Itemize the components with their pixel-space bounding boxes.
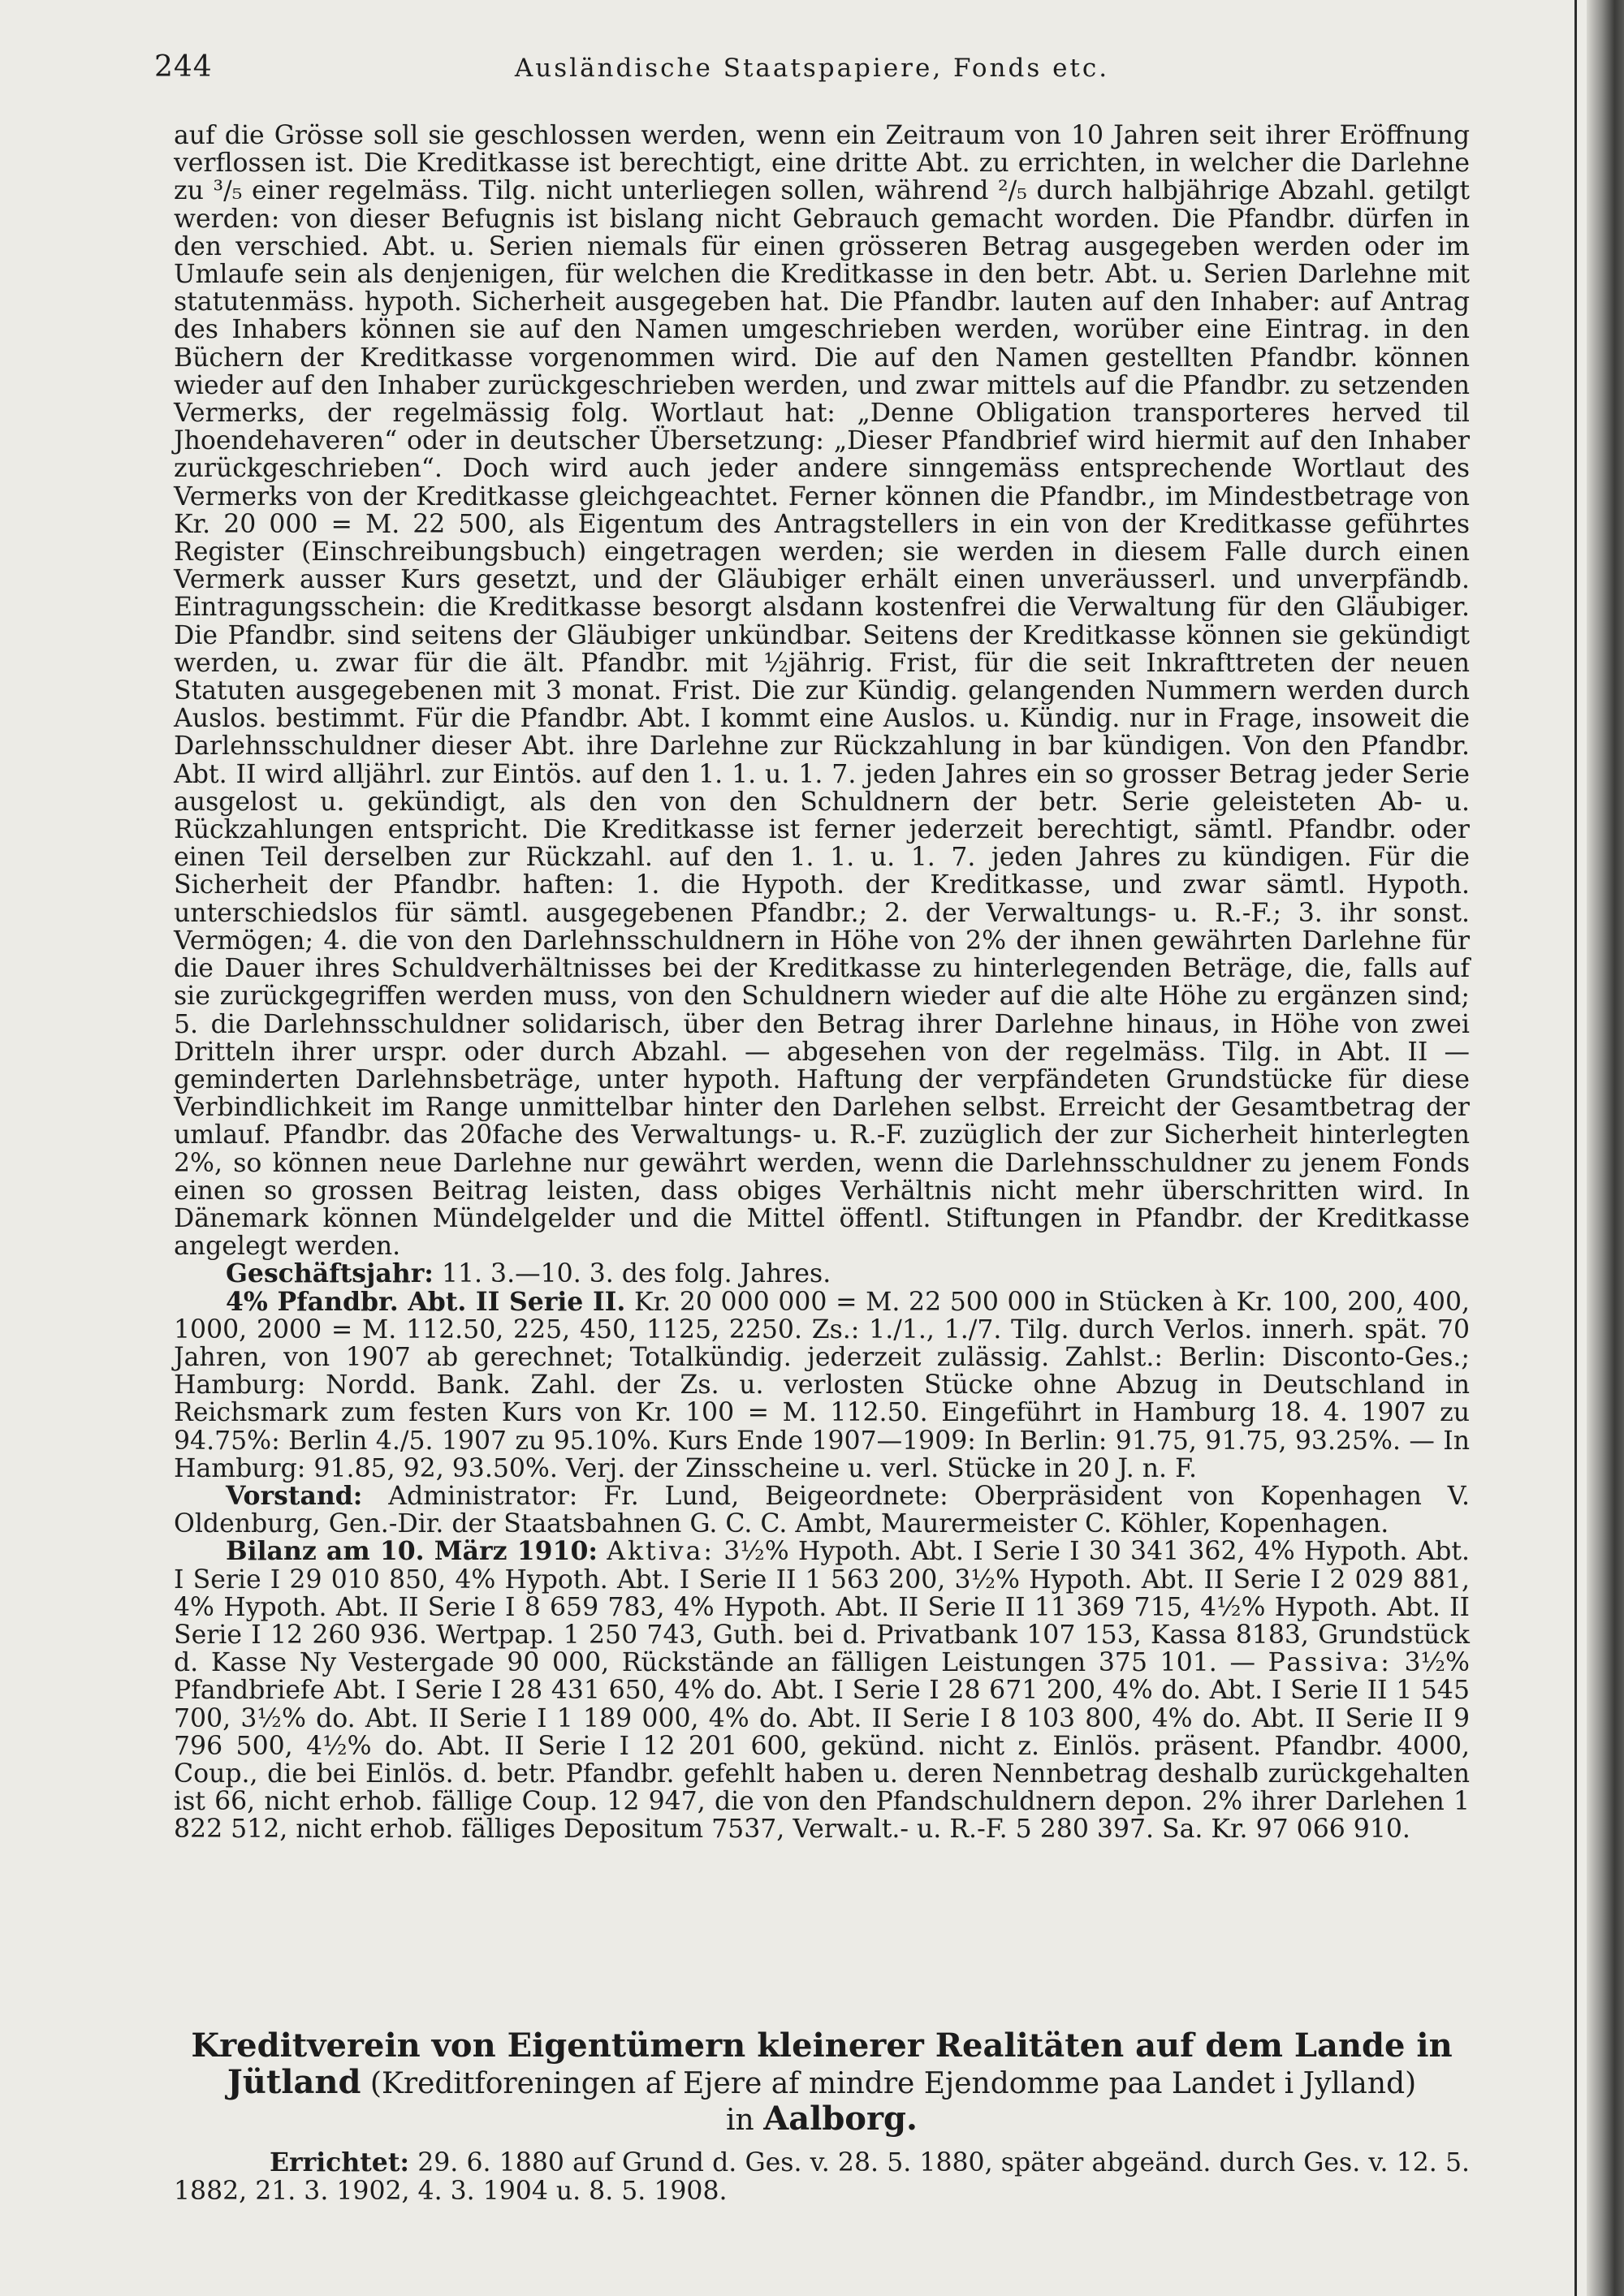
bonds-text: Kr. 20 000 000 = M. 22 500 000 in Stücken à Kr. 100, 200, 400, 1000, 2000 = M. 112.50, 225, 450, 1125, 2250. Zs.: 1./1., 1./7. Tilg. durch Verlos. innerh. spät. 70 Jahren, von 1907 ab gerechnet; Totalkündig. jederzeit zulässig. Zahlst.: Berlin: Disconto-Ges.; Hamburg: Nordd. Bank. Zahl. der Zs. u. verlosten Stücke ohne Abzug in Deutschland in Reichsmark zum festen Kurs von Kr. 100 = M. 112.50. Eingeführt in Hamburg 18. 4. 1907 zu 94.75%: Berlin 4./5. 1907 zu 95.10%. Kurs Ende 1907—1909: In Berlin: 91.75, 91.75, 93.25%. — In Hamburg: 91.85, 92, 93.50%. Verj. der Zinsscheine u. verl. Stücke in 20 J. n. F.: [174, 1287, 1471, 1483]
bonds-paragraph: [174, 1288, 1470, 1482]
page-edge-line: [1574, 0, 1577, 2296]
running-title: Ausländische Staatspapiere, Fonds etc.: [514, 54, 1110, 83]
founded-label: Errichtet:: [270, 2147, 410, 2177]
liabilities-label: Passiva:: [1268, 1648, 1392, 1678]
founded-paragraph: [174, 2148, 1470, 2206]
fiscal-year-label: Geschäftsjahr:: [226, 1258, 434, 1289]
bonds-label: 4% Pfandbr. Abt. II Serie II.: [226, 1286, 626, 1317]
founded-text: 29. 6. 1880 auf Grund d. Ges. v. 28. 5. 1880, später abgeänd. durch Ges. v. 12. 5. 1882, 21. 3. 1902, 4. 3. 1904 u. 8. 5. 1908.: [174, 2148, 1470, 2206]
section-heading-city: Aalborg.: [763, 2100, 918, 2138]
balance-paragraph: [174, 1538, 1470, 1843]
page-header: [154, 50, 1470, 89]
assets-text: 3½% Hypoth. Abt. I Serie I 30 341 362, 4% Hypoth. Abt. I Serie I 29 010 850, 4% Hypoth. Abt. I Serie II 1 563 200, 3½% Hypoth. Abt. II Serie I 2 029 881, 4% Hypoth. Abt. II Serie I 8 659 783, 4% Hypoth. Abt. II Serie II 11 369 715, 4½% Hypoth. Abt. II Serie I 12 260 936. Wertpap. 1 250 743, Guth. bei d. Privatbank 107 153, Kassa 8183, Grundstück d. Kasse Ny Vestergade 90 000, Rückstände an fälligen Leistungen 375 101. —: [174, 1537, 1471, 1678]
section-heading-main: Kreditverein von Eigentümern kleinerer Realitäten auf dem Lande in Jütland: [191, 2026, 1453, 2101]
section-heading: [174, 2028, 1470, 2138]
assets-label: Aktiva:: [607, 1537, 715, 1567]
board-text: Administrator: Fr. Lund, Beigeordnete: Oberpräsident von Kopenhagen V. Oldenburg, Gen.-Dir. der Staatsbahnen G. C. C. Ambt, Maurermeister C. Köhler, Kopenhagen.: [174, 1481, 1470, 1539]
section-heading-danish: (Kreditforeningen af Ejere af mindre Ejendomme paa Landet i Jylland): [369, 2067, 1417, 2100]
fiscal-year-text: 11. 3.—10. 3. des folg. Jahres.: [441, 1259, 831, 1289]
liabilities-text: 3½% Pfandbriefe Abt. I Serie I 28 431 650, 4% do. Abt. I Serie I 28 671 200, 4% do. Abt. I Serie II 1 545 700, 3½% do. Abt. II Serie I 1 189 000, 4% do. Abt. II Serie I 8 103 800, 4% do. Abt. II Serie II 9 796 500, 4½% do. Abt. II Serie I 12 201 600, gekünd. nicht z. Einlös. präsent. Pfandbr. 4000, Coup., die bei Einlös. d. betr. Pfandbr. gefehlt haben u. deren Nennbetrag deshalb zurückgehalten ist 66, nicht erhob. fällige Coup. 12 947, die von den Pfandschuldnern depon. 2% ihrer Darlehen 1 822 512, nicht erhob. fälliges Depositum 7537, Verwalt.- u. R.-F. 5 280 397. Sa. Kr. 97 066 910.: [174, 1648, 1470, 1845]
board-paragraph: [174, 1482, 1470, 1538]
intro-paragraph: auf die Grösse soll sie geschlossen werden, wenn ein Zeitraum von 10 Jahren seit ihrer Eröffnung verflossen ist. Die Kreditkasse ist berechtigt, eine dritte Abt. zu errichten, in welcher die Darlehne zu ³/₅ einer regelmäss. Tilg. nicht unterliegen sollen, während ²/₅ durch halbjährige Abzahl. getilgt werden: von dieser Befugnis ist bislang nicht Gebrauch gemacht worden. Die Pfandbr. dürfen in den verschied. Abt. u. Serien niemals für einen grösseren Betrag ausgegeben werden oder im Umlaufe sein als denjenigen, für welchen die Kreditkasse in den betr. Abt. u. Serien Darlehne mit statutenmäss. hypoth. Sicherheit ausgegeben hat. Die Pfandbr. lauten auf den Inhaber: auf Antrag des Inhabers können sie auf den Namen umgeschrieben werden, worüber eine Eintrag. in den Büchern der Kreditkasse vorgenommen wird. Die auf den Namen gestellten Pfandbr. können wieder auf den Inhaber zurückgeschrieben werden, und zwar mittels auf die Pfandbr. zu setzenden Vermerks, der regelmässig folg. Wortlaut hat: „Denne Obligation transporteres herved til Jhoendehaveren“ oder in deutscher Übersetzung: „Dieser Pfandbrief wird hiermit auf den Inhaber zurückgeschrieben“. Doch wird auch jeder andere sinngemäss entsprechende Wortlaut des Vermerks von der Kreditkasse gleichgeachtet. Ferner können die Pfandbr., im Mindestbetrage von Kr. 20 000 = M. 22 500, als Eigentum des Antragstellers in ein von der Kreditkasse geführtes Register (Einschreibungsbuch) eingetragen werden; sie werden in diesem Falle durch einen Vermerk ausser Kurs gesetzt, und der Gläubiger erhält einen unveräusserl. und unverpfändb. Eintragungsschein: die Kreditkasse besorgt alsdann kostenfrei die Verwaltung für den Gläubiger. Die Pfandbr. sind seitens der Gläubiger unkündbar. Seitens der Kreditkasse können sie gekündigt werden, u. zwar für die ält. Pfandbr. mit ½jährig. Frist, für die seit Inkrafttreten der neuen Statuten ausgegebenen mit 3 monat. Frist. Die zur Kündig. gelangenden Nummern werden durch Auslos. bestimmt. Für die Pfandbr. Abt. I kommt eine Auslos. u. Kündig. nur in Frage, insoweit die Darlehnsschuldner dieser Abt. ihre Darlehne zur Rückzahlung in bar kündigen. Von den Pfandbr. Abt. II wird alljährl. zur Eintös. auf den 1. 1. u. 1. 7. jeden Jahres ein so grosser Betrag jeder Serie ausgelost u. gekündigt, als den von den Schuldnern der betr. Serie geleisteten Ab- u. Rückzahlungen entspricht. Die Kreditkasse ist ferner jederzeit berechtigt, sämtl. Pfandbr. oder einen Teil derselben zur Rückzahl. auf den 1. 1. u. 1. 7. jeden Jahres zu kündigen. Für die Sicherheit der Pfandbr. haften: 1. die Hypoth. der Kreditkasse, und zwar sämtl. Hypoth. unterschiedslos für sämtl. ausgegebenen Pfandbr.; 2. der Verwaltungs- u. R.-F.; 3. ihr sonst. Vermögen; 4. die von den Darlehnsschuldnern in Höhe von 2% der ihnen gewährten Darlehne für die Dauer ihres Schuldverhältnisses bei der Kreditkasse zu hinterlegenden Beträge, die, falls auf sie zurückgegriffen werden muss, von den Schuldnern wieder auf die alte Höhe zu ergänzen sind; 5. die Darlehnsschuldner solidarisch, über den Betrag ihrer Darlehne hinaus, in Höhe von zwei Dritteln ihrer urspr. oder durch Abzahl. — abgesehen von der regelmäss. Tilg. in Abt. II — geminderten Darlehnsbeträge, unter hypoth. Haftung der verpfändeten Grundstücke für diese Verbindlichkeit im Range unmittelbar hinter den Darlehen selbst. Erreicht der Gesamtbetrag der umlauf. Pfandbr. das 20fache des Verwaltungs- u. R.-F. zuzüglich der zur Sicherheit hinterlegten 2%, so können neue Darlehne nur gewährt werden, wenn die Darlehnsschuldner zu jenem Fonds einen so grossen Beitrag leisten, dass obiges Verhältnis nicht mehr überschritten wird. In Dänemark können Mündelgelder und die Mittel öffentl. Stiftungen in Pfandbr. der Kreditkasse angelegt werden.: [174, 121, 1470, 1262]
section-heading-in: in: [726, 2104, 754, 2137]
fiscal-year-paragraph: [174, 1260, 1470, 1288]
page-edge-shadow: [1587, 0, 1624, 2296]
board-label: Vorstand:: [226, 1480, 363, 1511]
page-number: 244: [154, 50, 213, 84]
balance-label: Bilanz am 10. März 1910:: [226, 1536, 598, 1567]
main-text: [174, 122, 1470, 1844]
